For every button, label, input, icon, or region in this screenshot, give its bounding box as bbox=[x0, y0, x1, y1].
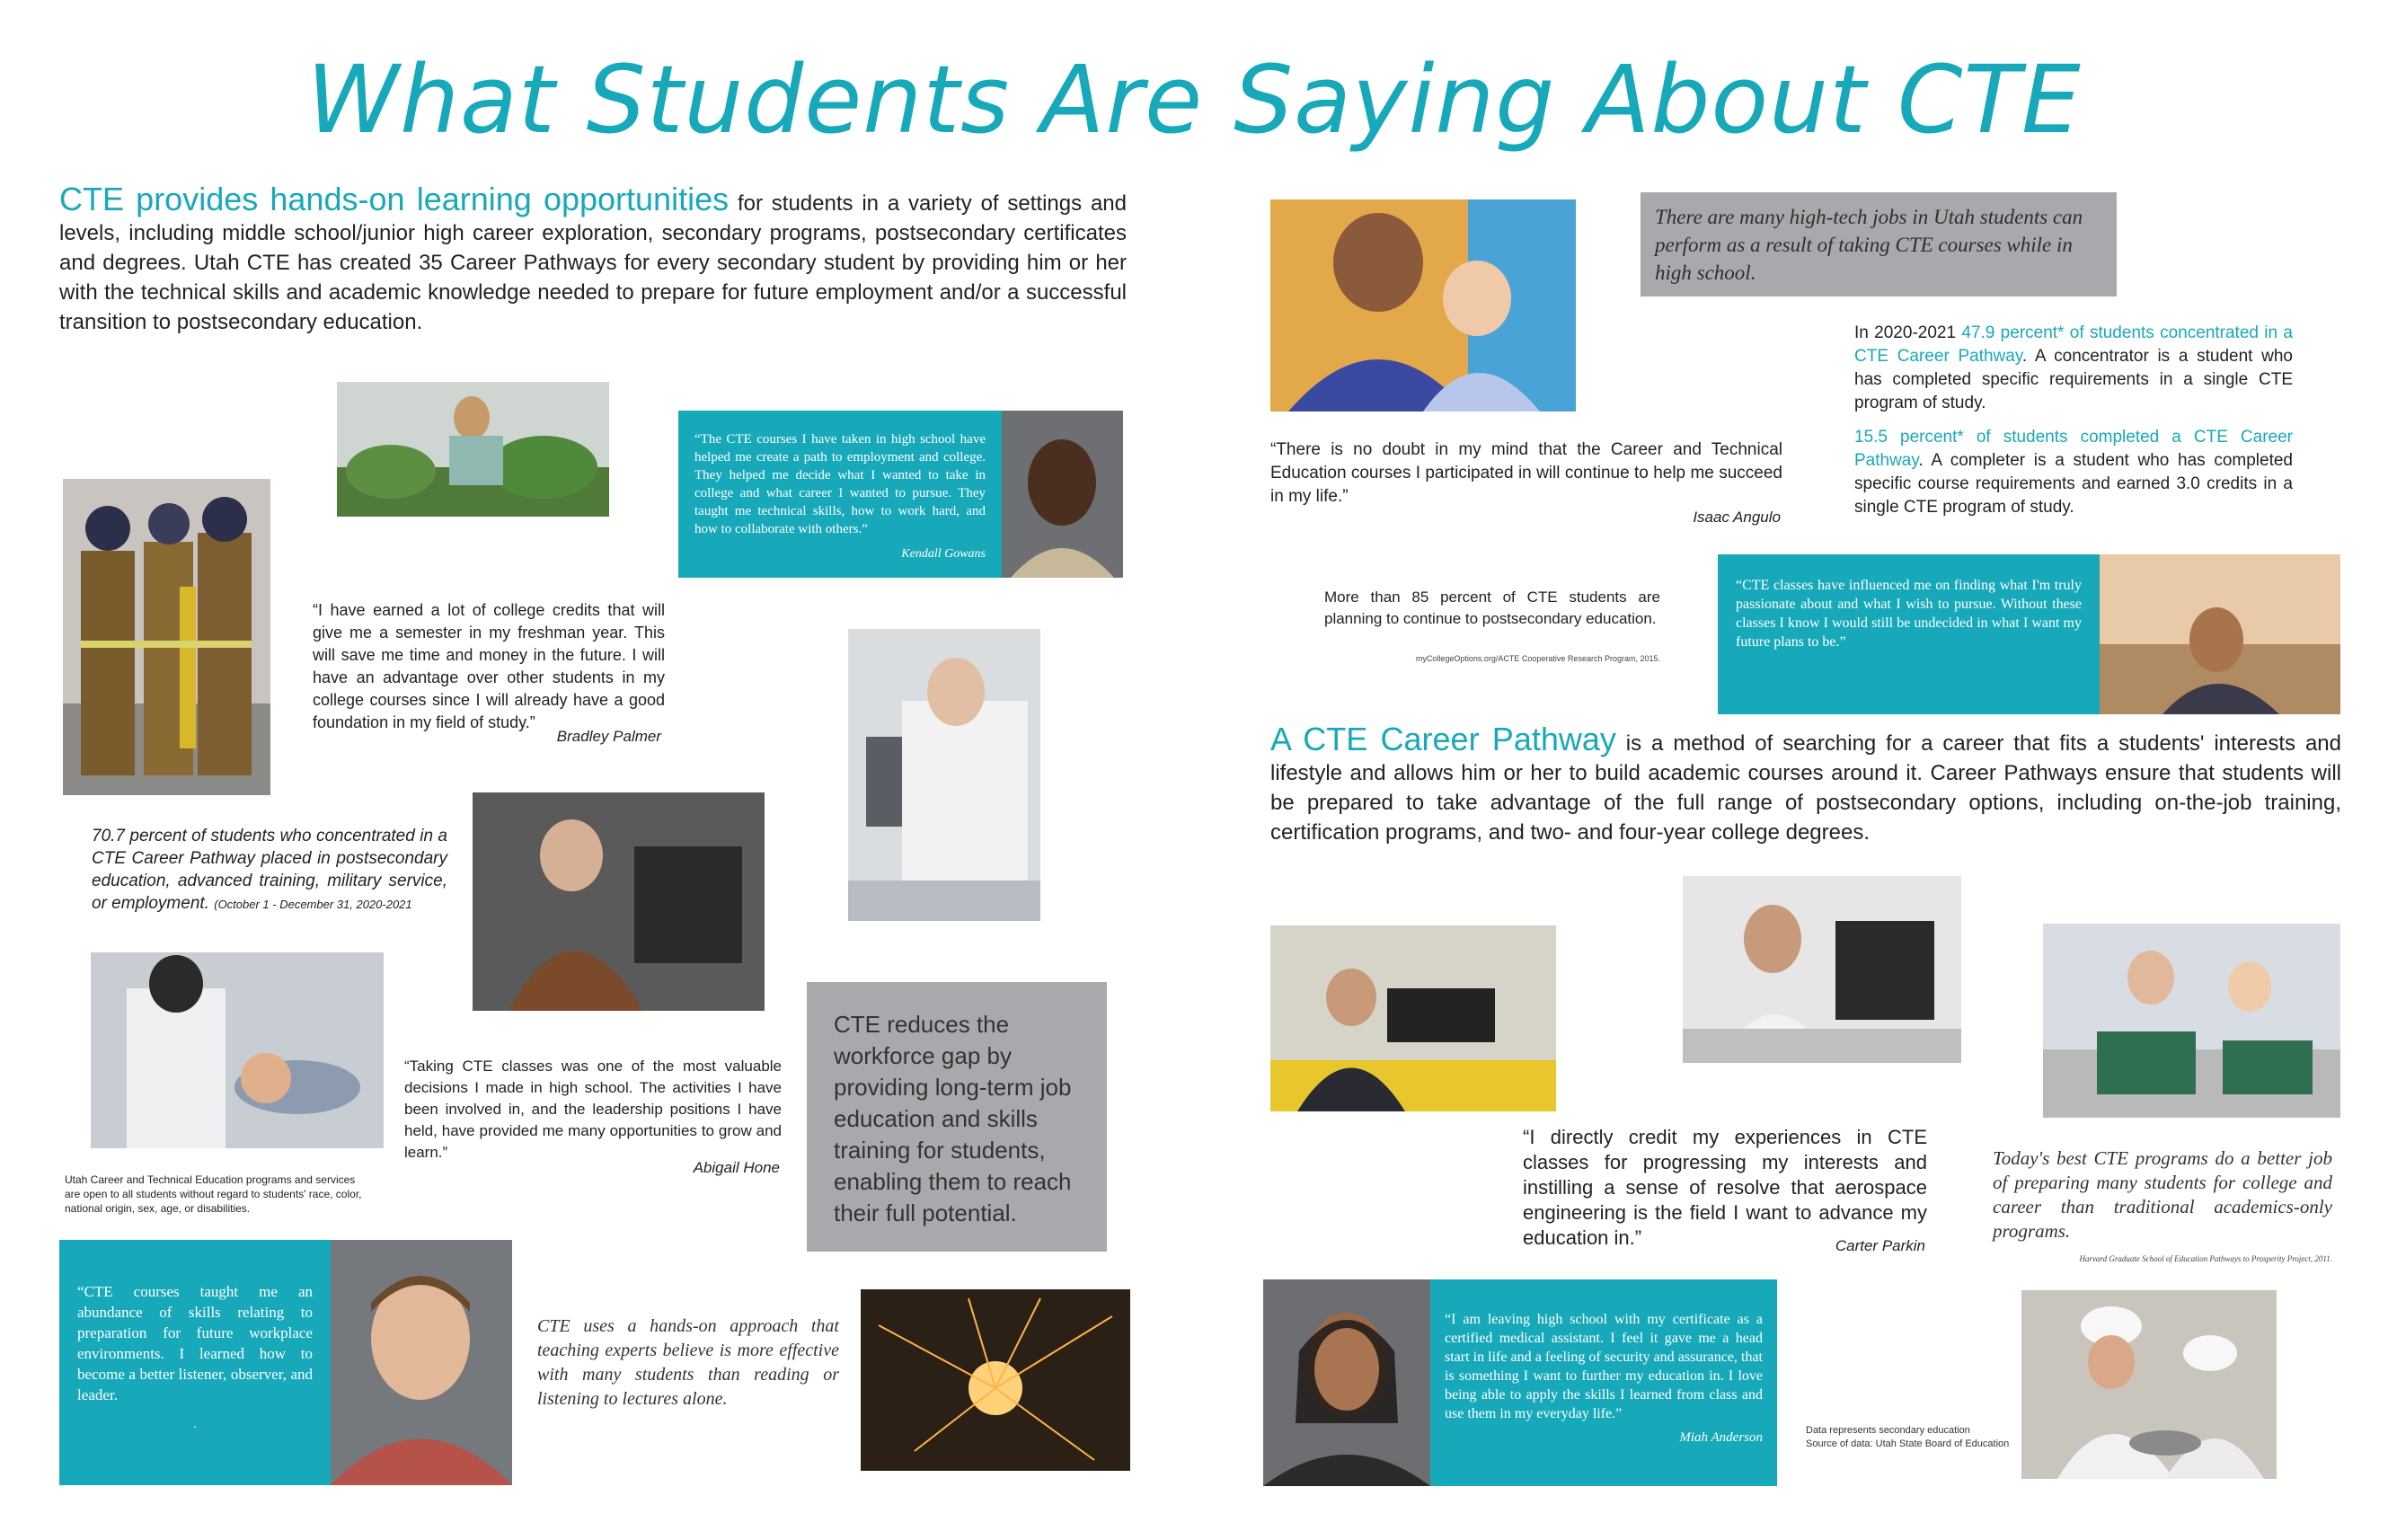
welding-photo bbox=[861, 1289, 1130, 1471]
stat-placed-text: 70.7 percent of students who concentrated in a CTE Career Pathway placed in postsecondary education, advanced training, military service, or employment. bbox=[92, 827, 447, 913]
skills-quote-box bbox=[59, 1240, 331, 1485]
workforce-lead: CTE bbox=[834, 1011, 880, 1038]
passionate-quote-box bbox=[1718, 554, 2100, 714]
passionate-quote: “CTE classes have influenced me on finding what I'm truly passionate about and what I wish to pursue. Without these classes I know I would still be undecided in what I want my future plans to be.” bbox=[1736, 578, 2082, 650]
isaac-attribution: Isaac Angulo bbox=[1693, 509, 1781, 526]
carter-attribution: Carter Parkin bbox=[1835, 1237, 1925, 1254]
firefighters-photo bbox=[63, 479, 270, 795]
kendall-portrait bbox=[1002, 411, 1123, 578]
culinary-photo bbox=[2021, 1290, 2277, 1479]
workforce-body: reduces the workforce gap by providing long-term job education and skills training for students, enabling them to reach their full potential. bbox=[834, 1011, 1072, 1226]
harvard-text: Today's best CTE programs do a better job of preparing many students for college and career than traditional academics-only programs. bbox=[1993, 1147, 2332, 1242]
concentrator-post: . A concentrator is a student who has completed specific requirements in a single CTE program of study. bbox=[1854, 347, 2293, 412]
completer-stat bbox=[1854, 426, 2293, 519]
hightech-text: There are many high-tech jobs in Utah students can perform as a result of taking CTE courses while in high school. bbox=[1655, 206, 2083, 284]
concentrator-pre: In 2020-2021 bbox=[1854, 323, 1962, 342]
isaac-quote: “There is no doubt in my mind that the Career and Technical Education courses I participated in will continue to help me succeed in my life.” bbox=[1270, 440, 1782, 506]
workforce-box bbox=[807, 982, 1107, 1252]
abigail-attribution: Abigail Hone bbox=[693, 1159, 780, 1176]
bradley-quote: “I have earned a lot of college credits that will give me a semester in my freshman year. This will save me time and money in the future. I will have an advantage over other students in my college courses since I will already have a good foundation in my field of study.” bbox=[313, 601, 665, 731]
miah-portrait bbox=[1263, 1279, 1430, 1486]
kendall-attribution: Kendall Gowans bbox=[901, 547, 986, 561]
hightech-box bbox=[1641, 192, 2117, 296]
abigail-quote: “Taking CTE classes was one of the most valuable decisions I made in high school. The activities I have been involved in, and the leadership positions I have held, have provided me many opportunities to grow and learn.” bbox=[404, 1058, 782, 1161]
page-title: What Students Are Saying About CTE bbox=[306, 45, 2082, 155]
greenhouse-photo bbox=[337, 382, 609, 517]
bradley-attribution: Bradley Palmer bbox=[556, 728, 661, 745]
skills-quote-dot: . bbox=[193, 1418, 197, 1431]
stat-placed-source: (October 1 - December 31, 2020-2021 bbox=[214, 898, 412, 911]
intro-lead: CTE provides hands-on learning opportunities bbox=[59, 181, 730, 217]
handson-text: CTE uses a hands-on approach that teaching experts believe is more effective with many students than reading or listening to lectures alone. bbox=[537, 1316, 839, 1409]
miah-quote-box bbox=[1430, 1279, 1777, 1486]
kendall-quote: “The CTE courses I have taken in high school have helped me create a path to employment and college. They helped me decide what I wanted to take in college and what career I wanted to pursue. They taught me technical skills, how to work hard, and how to collaborate with others.” bbox=[694, 432, 986, 536]
completer-highlight: 15.5 percent* of students completed a CTE Career Pathway bbox=[1854, 428, 2293, 470]
girl-computer-photo bbox=[1683, 876, 1961, 1063]
concentrator-stat bbox=[1854, 322, 2293, 415]
data-note bbox=[1806, 1424, 2012, 1451]
pathway-paragraph bbox=[1270, 721, 2341, 847]
postsec-plan-stat: More than 85 percent of CTE students are planning to continue to postsecondary education. bbox=[1324, 589, 1660, 627]
concentrator-highlight: 47.9 percent* of students concentrated in a CTE Career Pathway bbox=[1854, 323, 2293, 366]
kendall-quote-box bbox=[678, 411, 1002, 578]
girl-desert-portrait bbox=[2100, 554, 2340, 714]
data-note-line2: Source of data: Utah State Board of Education bbox=[1806, 1438, 2010, 1449]
completer-post: . A completer is a student who has completed specific course requirements and earned 3.0 credits in a single CTE program of study. bbox=[1854, 451, 2293, 517]
dental-assistant-photo bbox=[91, 952, 384, 1148]
skills-quote: “CTE courses taught me an abundance of skills relating to preparation for future workplace environments. I learned how to become a better listener, observer, and leader. bbox=[77, 1283, 313, 1403]
harvard-source: Harvard Graduate School of Education Pathways to Prosperity Project, 2011. bbox=[2079, 1254, 2332, 1263]
boy-portrait bbox=[331, 1240, 512, 1485]
miah-quote: “I am leaving high school with my certificate as a certified medical assistant. I feel it gave me a head start in life and a feeling of security and assurance, that is something I want to further my education in. I love being able to apply the skills I learned from class and use them in my everyday life.” bbox=[1445, 1312, 1763, 1421]
video-camera-photo bbox=[1270, 925, 1556, 1111]
tutor-child-photo bbox=[1270, 199, 1576, 412]
intro-text: for students in a variety of settings and levels, including middle school/junior high career exploration, secondary programs, postsecondary certificates and degrees. Utah CTE has created 35 Career Pathways for every secondary student by providing him or her with the technical skills and academic knowledge needed to prepare for future employment and/or a successful transition to postsecondary education. bbox=[59, 191, 1128, 334]
intro-paragraph bbox=[59, 181, 1128, 337]
stat-placed bbox=[92, 825, 447, 916]
lab-microscope-photo bbox=[848, 629, 1040, 921]
nondiscrimination-note: Utah Career and Technical Education programs and services are open to all students without regard to students' race, color, national origin, sex, age, or disabilities. bbox=[65, 1173, 362, 1215]
miah-attribution: Miah Anderson bbox=[1679, 1430, 1763, 1445]
workforce-text bbox=[834, 1009, 1080, 1229]
pathway-lead: A CTE Career Pathway bbox=[1270, 721, 1616, 757]
postsec-plan-source: myCollegeOptions.org/ACTE Cooperative Research Program, 2015. bbox=[1415, 654, 1660, 663]
student-laptop-photo bbox=[473, 792, 765, 1011]
carter-quote: “I directly credit my experiences in CTE classes for progressing my interests and instilling a sense of resolve that aerospace engineering is the field I want to advance my education in.” bbox=[1523, 1126, 1927, 1249]
pathway-text: is a method of searching for a career that fits a students' interests and lifestyle and allows him or her to build academic courses around it. Career Pathways ensure that students will be prepared to take advantage of the full range of postsecondary options, including on-the-job training, certification programs, and two- and four-year college degrees. bbox=[1270, 731, 2341, 845]
data-note-line1: Data represents secondary education bbox=[1806, 1425, 1970, 1436]
robotics-photo bbox=[2043, 924, 2340, 1118]
